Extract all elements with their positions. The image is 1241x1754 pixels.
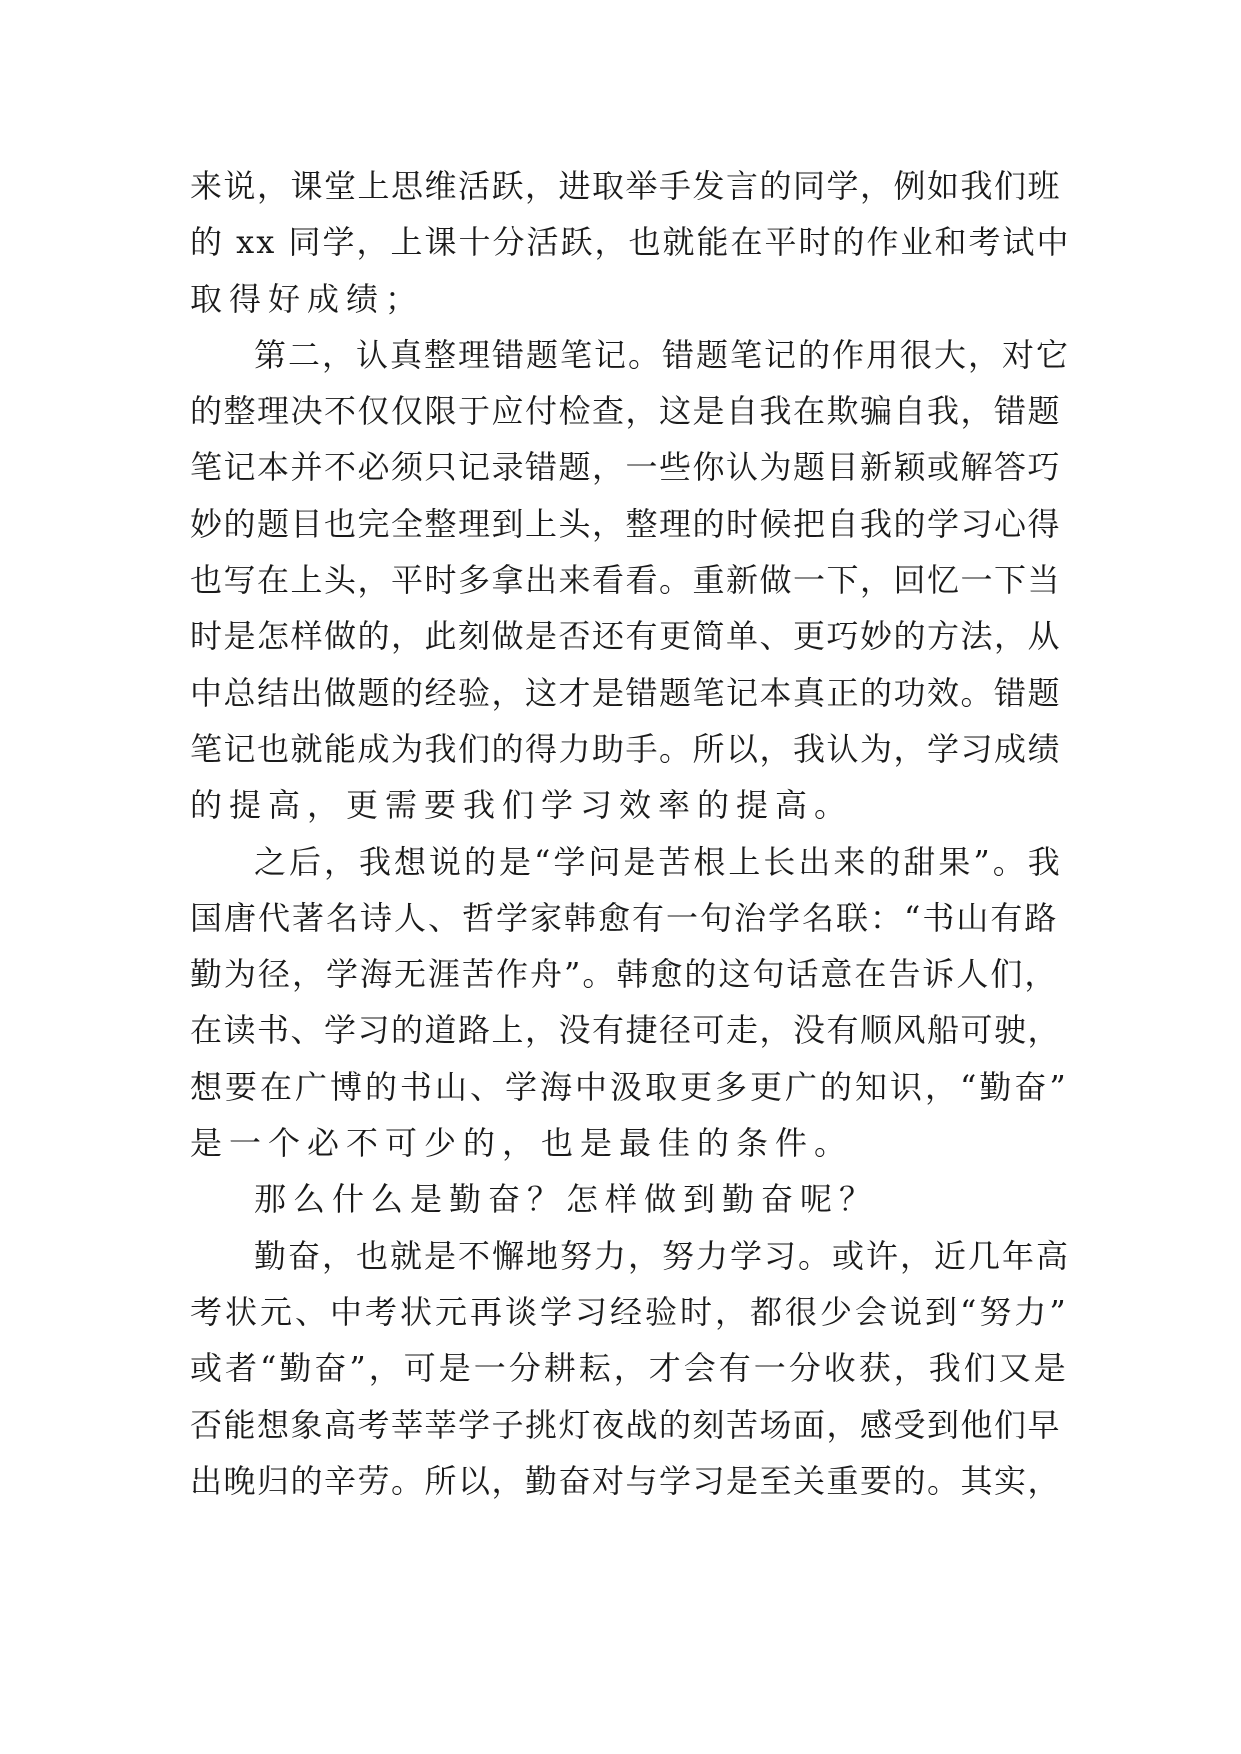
text-line: 也写在上头，平时多拿出来看看。重新做一下，回忆一下当 [190, 561, 1062, 600]
text-line: 的提高，更需要我们学习效率的提高。 [190, 786, 854, 825]
text-line: 第二，认真整理错题笔记。错题笔记的作用很大，对它 [254, 335, 1071, 374]
text-line: 妙的题目也完全整理到上头，整理的时候把自我的学习心得 [190, 504, 1062, 543]
text-line: 来说，课堂上思维活跃，进取举手发言的同学，例如我们班 [190, 167, 1062, 205]
text-line: 勤奋，也就是不懈地努力，努力学习。或许，近几年高 [254, 1236, 1071, 1275]
text-line: 时是怎样做的，此刻做是否还有更简单、更巧妙的方法，从 [190, 617, 1062, 656]
text-line: 是一个必不可少的，也是最佳的条件。 [190, 1124, 854, 1163]
text-line: 那么什么是勤奋？怎样做到勤奋呢？ [254, 1180, 879, 1219]
text-line: 国唐代著名诗人、哲学家韩愈有一句治学名联：“书山有路 [190, 898, 1059, 937]
text-line: 勤为径，学海无涯苦作舟”。韩愈的这句话意在告诉人们， [190, 955, 1059, 994]
text-line: 否能想象高考莘莘学子挑灯夜战的刻苦场面，感受到他们早 [190, 1405, 1062, 1444]
text-line: 之后，我想说的是“学问是苦根上长出来的甜果”。我 [254, 842, 1063, 881]
text-line: 想要在广博的书山、学海中汲取更多更广的知识，“勤奋” [190, 1067, 1069, 1106]
text-line: 的整理决不仅仅限于应付检查，这是自我在欺骗自我，错题 [190, 392, 1062, 431]
text-line: 出晚归的辛劳。所以，勤奋对与学习是至关重要的。其实， [190, 1461, 1062, 1500]
text-line: 考状元、中考状元再谈学习经验时，都很少会说到“努力” [190, 1292, 1069, 1331]
text-line: 笔记本并不必须只记录错题，一些你认为题目新颖或解答巧 [190, 448, 1062, 487]
document-body [190, 158, 1071, 1509]
text-line: 的 xx 同学，上课十分活跃，也就能在平时的作业和考试中 [190, 223, 1071, 262]
text-line: 中总结出做题的经验，这才是错题笔记本真正的功效。错题 [190, 673, 1062, 712]
text-line: 取得好成绩； [190, 279, 425, 318]
text-line: 笔记也就能成为我们的得力助手。所以，我认为，学习成绩 [190, 729, 1062, 768]
text-line: 在读书、学习的道路上，没有捷径可走，没有顺风船可驶， [190, 1011, 1062, 1050]
text-line: 或者“勤奋”，可是一分耕耘，才会有一分收获，我们又是 [190, 1349, 1069, 1388]
